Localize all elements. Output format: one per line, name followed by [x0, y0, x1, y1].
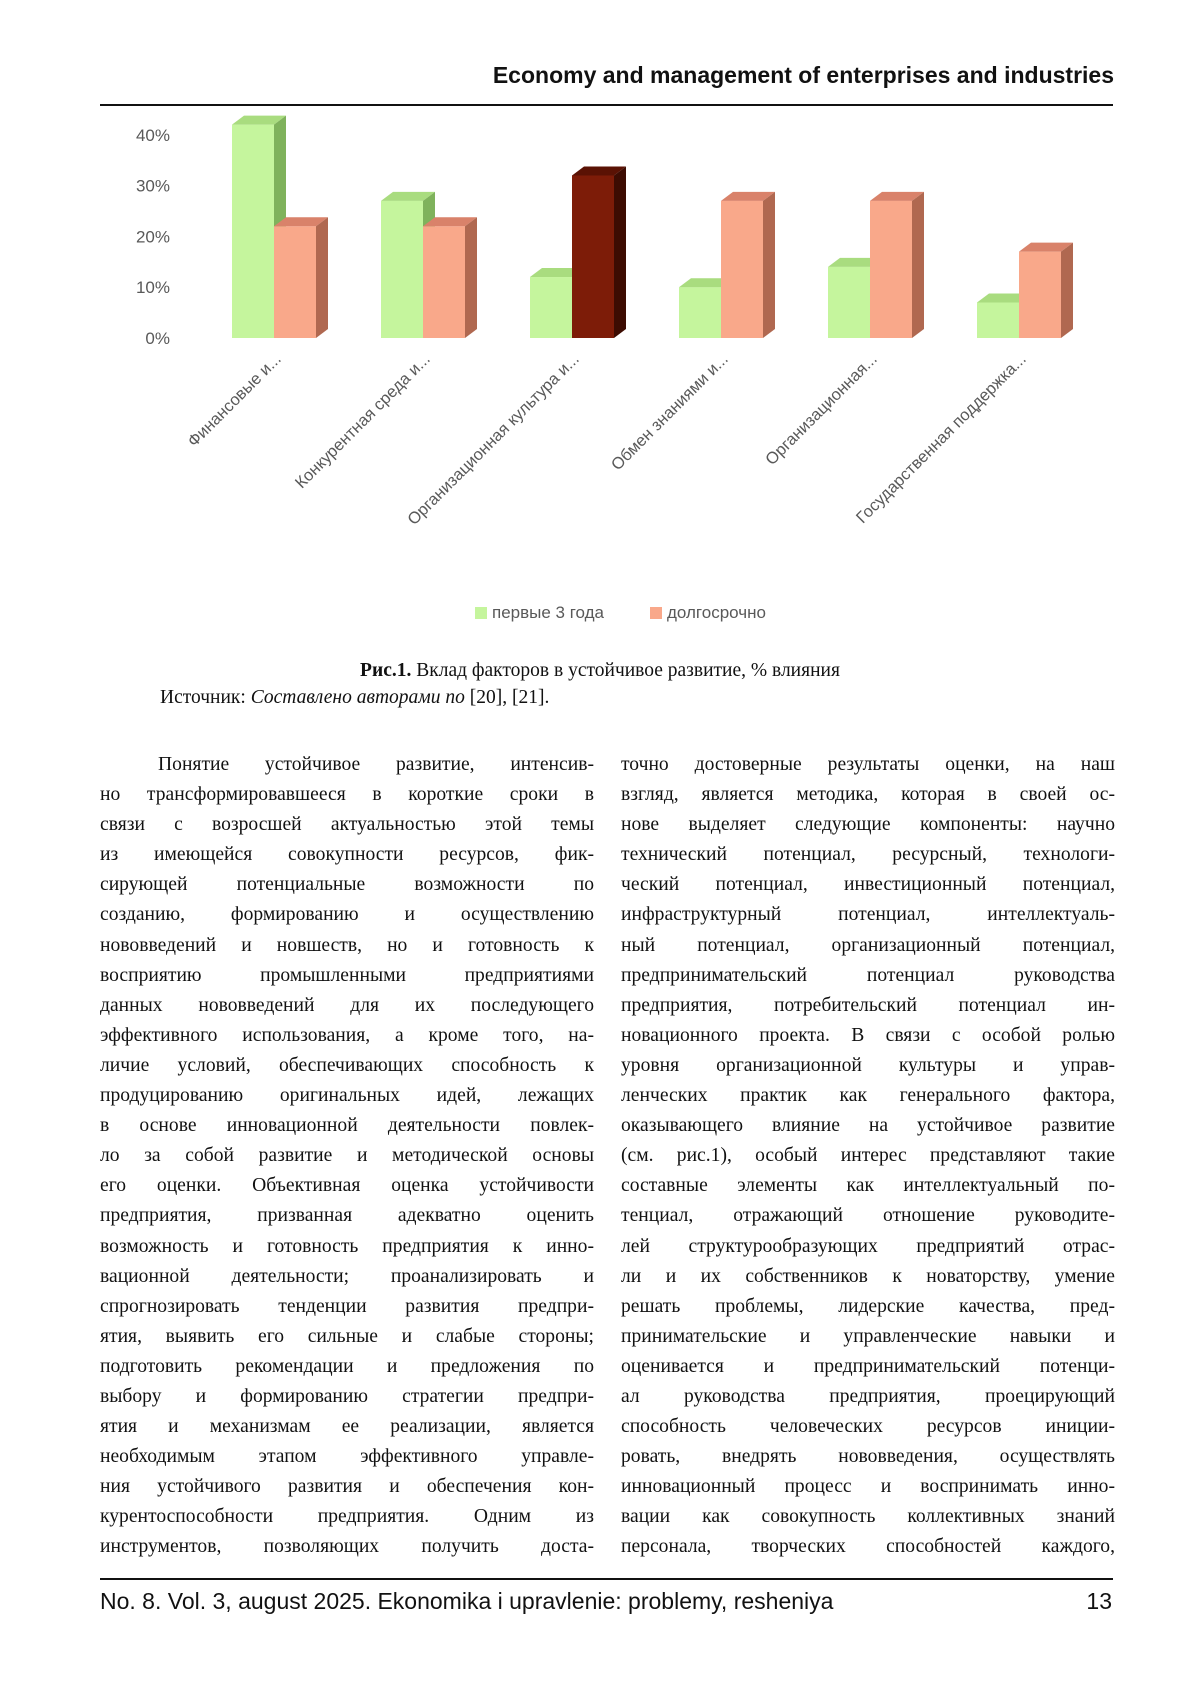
body-line: оценивается и предпринимательский потенци- [621, 1355, 1115, 1377]
body-column-left [100, 750, 594, 1563]
body-line: технический потенциал, ресурсный, технологи- [621, 844, 1115, 866]
bar-series1-front [232, 125, 274, 338]
legend-label-series1: первые 3 года [492, 603, 605, 622]
body-line: необходимым этапом эффективного управле- [100, 1446, 594, 1468]
body-line: новационного проекта. В связи с особой ролью [621, 1024, 1115, 1046]
category-label: Организационная... [762, 350, 881, 469]
body-line: тенциал, отражающий отношение руководите- [621, 1205, 1115, 1227]
body-line: ния устойчивого развития и обеспечения кон- [100, 1476, 594, 1498]
y-tick-label: 30% [135, 176, 170, 196]
body-line: но трансформировавшееся в короткие сроки в [100, 784, 594, 806]
bar-chart [0, 110, 1200, 650]
source-label: Источник: [160, 687, 251, 708]
body-line: подготовить рекомендации и предложения по [100, 1355, 594, 1377]
body-line: инфраструктурный потенциал, интеллектуаль- [621, 904, 1115, 926]
body-line: оказывающего влияние на устойчивое развитие [621, 1115, 1115, 1137]
body-line: лей структурообразующих предприятий отрас- [621, 1235, 1115, 1257]
bar-series1-front [530, 277, 572, 338]
body-line: персонала, творческих способностей каждого, [621, 1536, 1115, 1558]
body-line: данных нововведений для их последующего [100, 994, 594, 1016]
bar-series2-side [912, 192, 924, 338]
category-label: Финансовые и... [184, 350, 285, 451]
body-line: инновационный процесс и воспринимать инно- [621, 1476, 1115, 1498]
bar-series1-front [828, 267, 870, 338]
body-line: из имеющейся совокупности ресурсов, фик- [100, 844, 594, 866]
body-line: ческий потенциал, инвестиционный потенциал, [621, 874, 1115, 896]
body-line: возможность и готовность предприятия к инно- [100, 1235, 594, 1257]
bar-series2-side [1061, 243, 1073, 338]
bar-series1-front [381, 201, 423, 338]
category-label: Организационная культура и... [404, 350, 583, 529]
bar-series2 [274, 217, 328, 338]
bar-series1-front [977, 302, 1019, 338]
bar-series2 [1019, 243, 1073, 338]
body-line: инструментов, позволяющих получить доста- [100, 1536, 594, 1558]
body-line: ятия и механизмам ее реализации, является [100, 1416, 594, 1438]
body-line: курентоспособности предприятия. Одним из [100, 1506, 594, 1528]
footer-rule [100, 1578, 1113, 1580]
body-line: созданию, формированию и осуществлению [100, 904, 594, 926]
bar-series2 [572, 166, 626, 338]
bar-series2-side [614, 166, 626, 338]
legend-swatch-series2 [650, 607, 662, 619]
footer-journal: No. 8. Vol. 3, august 2025. Ekonomika i upravlenie: problemy, resheniya [100, 1588, 834, 1614]
body-line: решать проблемы, лидерские качества, пред- [621, 1295, 1115, 1317]
bar-series2-side [316, 217, 328, 338]
body-line: нововведений и новшеств, но и готовность к [100, 934, 594, 956]
body-line: ло за собой развитие и методической основы [100, 1145, 594, 1167]
category-label: Обмен знаниями и... [607, 350, 732, 475]
body-line: составные элементы как интеллектуальный по- [621, 1175, 1115, 1197]
body-line: ятия, выявить его сильные и слабые стороны; [100, 1325, 594, 1347]
caption-label: Рис.1. [360, 660, 412, 681]
bar-series2 [423, 217, 477, 338]
body-line: ровать, внедрять нововведения, осуществлять [621, 1446, 1115, 1468]
body-line: ал руководства предприятия, проецирующий [621, 1385, 1115, 1407]
bar-series2-front [274, 226, 316, 338]
body-line: предприятия, призванная адекватно оценить [100, 1205, 594, 1227]
body-line: уровня организационной культуры и управ- [621, 1054, 1115, 1076]
source-refs: [20], [21]. [464, 687, 550, 708]
page-number: 13 [1086, 1588, 1112, 1614]
y-tick-label: 20% [135, 227, 170, 247]
body-line: нове выделяет следующие компоненты: научно [621, 814, 1115, 836]
body-line: ный потенциал, организационный потенциал, [621, 934, 1115, 956]
body-line: вационной деятельности; проанализировать и [100, 1265, 594, 1287]
header-rule [100, 104, 1113, 106]
body-line: спрогнозировать тенденции развития предпри- [100, 1295, 594, 1317]
body-line: личие условий, обеспечивающих способность к [100, 1054, 594, 1076]
body-line: его оценки. Объективная оценка устойчивости [100, 1175, 594, 1197]
category-label: Конкурентная среда и... [291, 350, 434, 493]
body-line: выбору и формированию стратегии предпри- [100, 1385, 594, 1407]
body-line: предпринимательский потенциал руководства [621, 964, 1115, 986]
body-line: (см. рис.1), особый интерес представляют такие [621, 1145, 1115, 1167]
running-header: Economy and management of enterprises and industries [492, 62, 1114, 88]
body-line: взгляд, является методика, которая в своей ос- [621, 784, 1115, 806]
category-label: Государственная поддержка... [852, 350, 1030, 528]
bar-series2 [870, 192, 924, 338]
legend-label-series2: долгосрочно [667, 603, 766, 622]
figure-source [160, 687, 549, 709]
body-line: принимательские и управленческие навыки и [621, 1325, 1115, 1347]
body-line: связи с возросшей актуальностью этой темы [100, 814, 594, 836]
body-line: ленческих практик как генерального фактора, [621, 1085, 1115, 1107]
body-line: способность человеческих ресурсов иниции- [621, 1416, 1115, 1438]
bar-series2 [721, 192, 775, 338]
bar-series2-side [465, 217, 477, 338]
bar-series2-front [572, 175, 614, 338]
bar-series2-side [763, 192, 775, 338]
body-line: сирующей потенциальные возможности по [100, 874, 594, 896]
y-tick-label: 10% [135, 278, 170, 298]
caption-text: Вклад факторов в устойчивое развитие, % влияния [411, 660, 840, 681]
body-line: предприятия, потребительский потенциал ин- [621, 994, 1115, 1016]
body-line: продуцированию оригинальных идей, лежащих [100, 1085, 594, 1107]
body-line: Понятие устойчивое развитие, интенсив- [158, 754, 594, 775]
y-tick-label: 0% [145, 329, 170, 348]
y-tick-label: 40% [135, 125, 170, 145]
bar-series2-front [423, 226, 465, 338]
body-line: эффективного использования, а кроме того, на- [100, 1024, 594, 1046]
body-column-right [621, 750, 1115, 1563]
body-line: восприятию промышленными предприятиями [100, 964, 594, 986]
bar-series1-front [679, 287, 721, 338]
source-italic: Составлено авторами по [250, 687, 465, 708]
bar-series2-front [1019, 252, 1061, 338]
body-line: ли и их собственников к новаторству, умение [621, 1265, 1115, 1287]
bar-series2-front [721, 201, 763, 338]
bar-series2-front [870, 201, 912, 338]
body-line: вации как совокупность коллективных знаний [621, 1506, 1115, 1528]
body-line: точно достоверные результаты оценки, на наш [621, 754, 1115, 775]
legend-swatch-series1 [475, 607, 487, 619]
figure-caption [0, 660, 1200, 682]
body-line: в основе инновационной деятельности повлек- [100, 1115, 594, 1137]
